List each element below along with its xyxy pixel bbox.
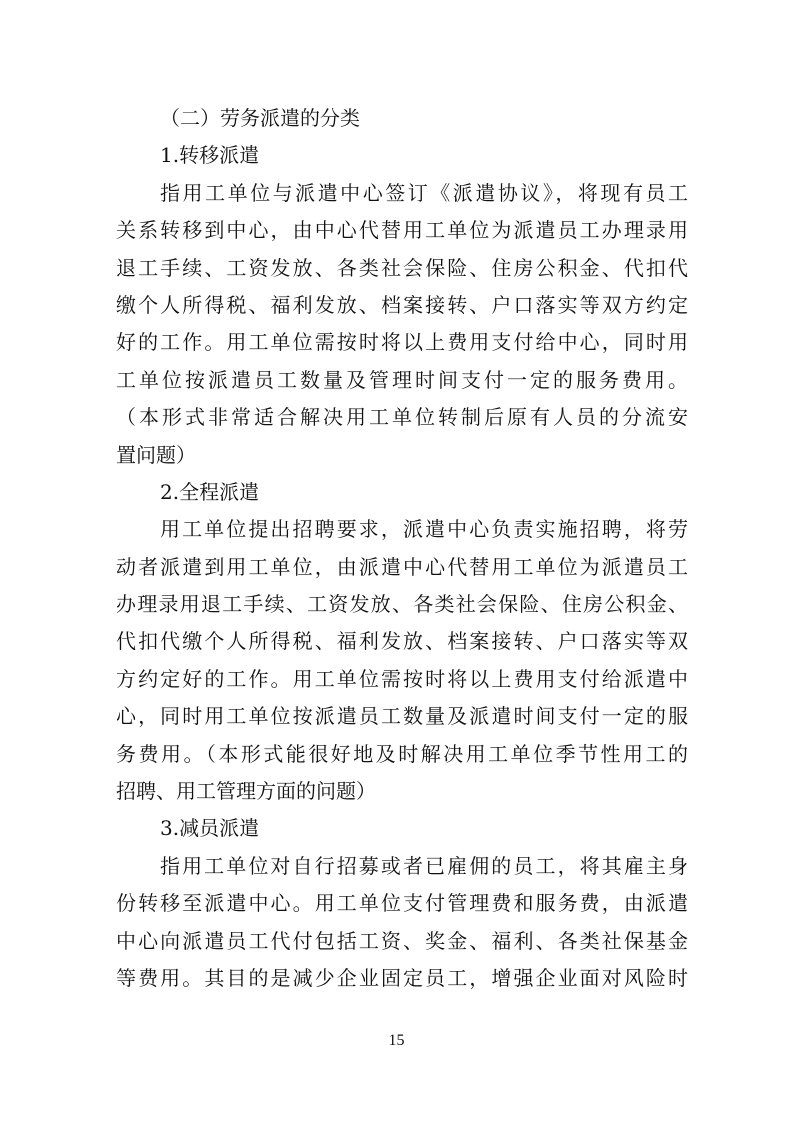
paragraph-line: 动者派遣到用工单位，由派遣中心代替用工单位为派遣员工 (116, 554, 688, 579)
paragraph-line: 工单位按派遣员工数量及管理时间支付一定的服务费用。 (116, 367, 688, 392)
paragraph-line: 中心向派遣员工代付包括工资、奖金、福利、各类社保基金 (116, 928, 688, 953)
body-text (116, 100, 688, 997)
subheading-transfer-dispatch: 1.转移派遣 (160, 143, 260, 168)
paragraph-line: （本形式非常适合解决用工单位转制后原有人员的分流安 (116, 405, 688, 430)
paragraph-line: 好的工作。用工单位需按时将以上费用支付给中心，同时用 (116, 330, 688, 355)
subheading-full-dispatch: 2.全程派遣 (160, 479, 260, 504)
paragraph-line: 关系转移到中心，由中心代替用工单位为派遣员工办理录用 (116, 218, 688, 243)
paragraph-line: 指用工单位对自行招募或者已雇佣的员工，将其雇主身 (160, 853, 688, 878)
paragraph-line: 代扣代缴个人所得税、福利发放、档案接转、户口落实等双 (116, 629, 688, 654)
paragraph-line: 用工单位提出招聘要求，派遣中心负责实施招聘，将劳 (160, 517, 688, 542)
paragraph-line: 办理录用退工手续、工资发放、各类社会保险、住房公积金、 (116, 592, 688, 617)
paragraph-line: 招聘、用工管理方面的问题） (116, 779, 376, 804)
paragraph-line: 方约定好的工作。用工单位需按时将以上费用支付给派遣中 (116, 666, 688, 691)
subheading-reduction-dispatch: 3.减员派遣 (160, 816, 260, 841)
paragraph-line: 退工手续、工资发放、各类社会保险、住房公积金、代扣代 (116, 255, 688, 280)
paragraph-line: 指用工单位与派遣中心签订《派遣协议》，将现有员工 (160, 180, 688, 205)
paragraph-line: 缴个人所得税、福利发放、档案接转、户口落实等双方约定 (116, 292, 688, 317)
section-heading: （二）劳务派遣的分类 (160, 106, 360, 130)
paragraph-line: 置问题） (116, 442, 196, 467)
paragraph-line: 务费用。（本形式能很好地及时解决用工单位季节性用工的 (116, 741, 688, 766)
paragraph-line: 心，同时用工单位按派遣员工数量及派遣时间支付一定的服 (116, 704, 688, 729)
paragraph-line: 份转移至派遣中心。用工单位支付管理费和服务费，由派遣 (116, 891, 688, 916)
paragraph-line: 等费用。其目的是减少企业固定员工，增强企业面对风险时 (116, 965, 688, 990)
page-number: 15 (388, 1032, 405, 1049)
